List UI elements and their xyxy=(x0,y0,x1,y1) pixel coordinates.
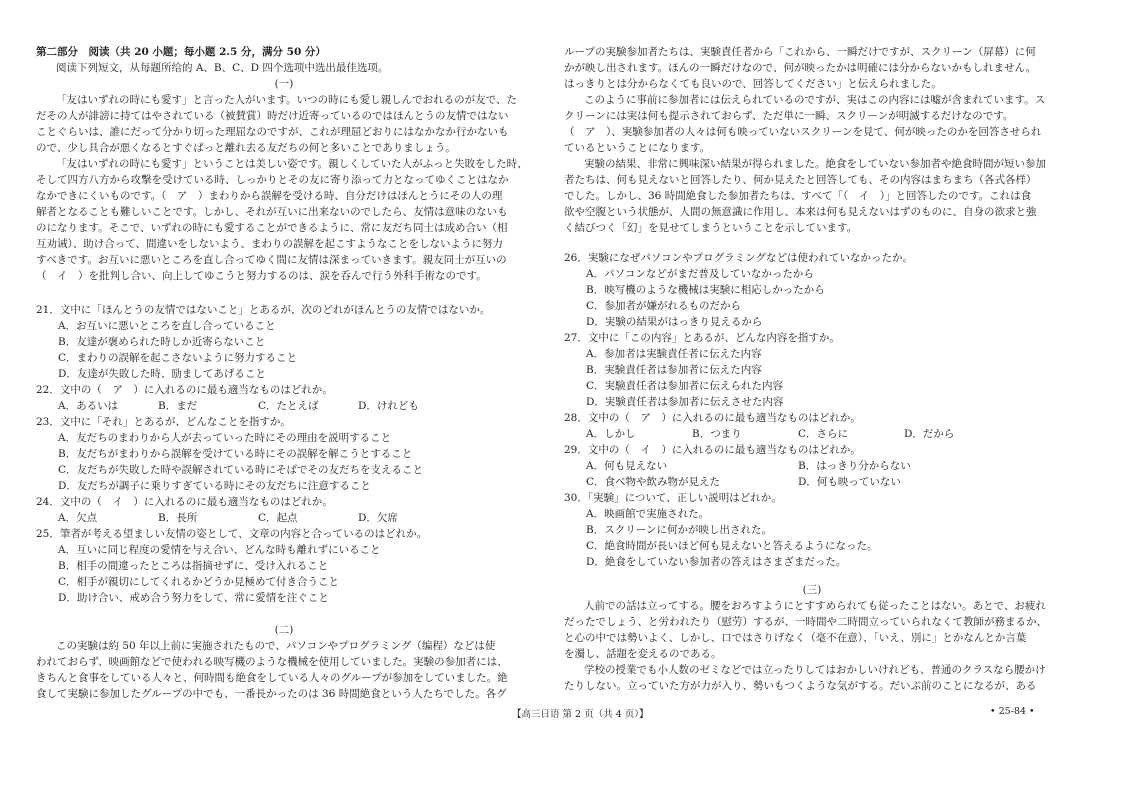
question-22: 22．文中の（ ア ）に入れるのに最も適当なものはどれか。 xyxy=(36,384,333,396)
passage-2-line: 欲や空腹という状態が、人間の無意識に作用し、本来は何も見えないはずのものに、自身の欲求と強 xyxy=(564,206,1037,218)
option-26-a: A．パソコンなどがまだ普及していなかったから xyxy=(586,268,814,280)
question-26: 26．実験になぜパソコンやプログラミングなどは使われていなかったか。 xyxy=(564,252,913,264)
passage-1-line: ことぐらいは、誰にだって分かり切った理屈なのですが、これが理屈どおりにはなかなか行かないも xyxy=(36,126,509,138)
options-29-cd xyxy=(564,474,1060,490)
passage-3-line: たりしない。立っていた方が力が入り、勢いもつくような気がする。だいぶ前のことになるが、ある xyxy=(564,680,1037,692)
option-30-a: A．映画館で実施された。 xyxy=(586,508,710,520)
passage-2-continued xyxy=(564,44,1060,236)
passage-1-line: そして四方八方から攻撃を受けている時、しっかりとその友に寄り添って力となってゆくことはなか xyxy=(36,174,509,186)
option-26-d: D．実験の結果がはっきり見えるから xyxy=(586,316,763,328)
passage-2-line: でした。しかし、36 時間絶食した参加者たちは、すべて「（ イ ）」と回答したのです。これは食 xyxy=(564,190,1032,202)
passage-2-line: （ ア ）、実験参加者の人々は何も映っていないスクリーンを見て、何が映ったのかを回答させられ xyxy=(564,126,1042,138)
option-21-a: A．お互いに悪いところを直し合っていること xyxy=(58,320,276,332)
passage-2-line: 実験の結果、非常に興味深い結果が得られました。絶食をしていない参加者や絶食時間が短い参加 xyxy=(584,158,1046,170)
section-header xyxy=(36,44,532,76)
option-28-c: C．さらに xyxy=(798,428,849,440)
passage-1-line: 「友はいずれの時にも愛す」ということは美しい姿です。親しくしていた人がふっと失敗をした時、 xyxy=(56,158,528,170)
passage-2-line: クリーンには実は何も提示されておらず、ただ単に一瞬、スクリーンが明滅するだけなのです。 xyxy=(564,110,1014,122)
passage-2-line: ているということになります。 xyxy=(564,142,711,154)
option-27-c: C．実験責任者は参加者に伝えられた内容 xyxy=(586,380,784,392)
option-24-d: D．欠席 xyxy=(358,512,398,524)
passage-2-line: きちんと食事をしている人々と、何時間も絶食をしている人々のグループが参加をしていました。絶 xyxy=(36,672,508,684)
option-30-c: C．絶食時間が長いほど何も見えないと答えるようになった。 xyxy=(586,540,878,552)
question-25: 25．筆者が考える望ましい友情の姿として、文章の内容と合っているのはどれか。 xyxy=(36,528,428,540)
passage-2-line: われておらず、映画館などで使われる映写機のような機械を使用していました。実験の参加者には、 xyxy=(36,656,508,668)
passage-2-line: はっきりとは分からなくても良いので、回答してください」と伝えられました。 xyxy=(564,78,942,90)
option-21-c: C．まわりの誤解を起こさないように努力すること xyxy=(58,352,298,364)
passage-2-heading: (二) xyxy=(274,624,294,636)
questions-21-25 xyxy=(36,302,532,606)
section-title: 第二部分 阅读（共 20 小题；每小题 2.5 分，满分 50 分） xyxy=(36,46,326,58)
passage-2-line: かが映し出されます。ほんの一瞬だけなので、何が映ったかは明確には分からないかもしれません。 xyxy=(564,62,1037,74)
passage-1-line: だその人が誹謗に持てはやされている（被賛賞）時だけ近寄っているのではほんとうの友情ではない xyxy=(36,110,509,122)
passage-1-line: のになります。そこで、いずれの時にも愛することができるように、常に友だち同士は成め合い（相 xyxy=(36,222,508,234)
option-22-b: B．まだ xyxy=(158,400,198,412)
option-21-d: D．友達が失敗した時、励ましてあげること xyxy=(58,368,266,380)
question-21: 21．文中に「ほんとうの友情ではないこと」とあるが、次のどれがほんとうの友情ではないか。 xyxy=(36,304,491,316)
options-29-ab xyxy=(564,458,1060,474)
question-30: 30．「実験」について、正しい説明はどれか。 xyxy=(564,492,782,504)
option-26-c: C．参加者が嫌がれるものだから xyxy=(586,300,742,312)
option-30-d: D．絶食をしていない参加者の答えはさまざまだった。 xyxy=(586,556,847,568)
option-28-a: A．しかし xyxy=(586,428,636,440)
page-footer: 【高三日语 第 2 页（共 4 页）】 xyxy=(512,709,649,720)
option-28-b: B．つまり xyxy=(692,428,742,440)
exam-code: • 25-84 • xyxy=(990,706,1035,717)
option-25-c: C．相手が親切にしてくれるかどうか見極めて付き合うこと xyxy=(58,576,340,588)
option-25-a: A．互いに同じ程度の愛情を与え合い、どんな時も離れずにいること xyxy=(58,544,381,556)
option-30-b: B．スクリーンに何かが映し出された。 xyxy=(586,524,773,536)
option-24-b: B．長所 xyxy=(158,512,198,524)
passage-1-line: 互劝诫）、助け合って、間違いをしないよう、まわりの誤解を起こすようなことをしないように努力 xyxy=(36,238,504,250)
passage-3-line: と心の中では勢いよく、しかし、口ではさりげなく（毫不在意）、「いえ、別に」とかなんとか言葉 xyxy=(564,632,1027,644)
option-22-d: D．けれども xyxy=(358,400,419,412)
option-29-c: C．食べ物や飲み物が見えた xyxy=(586,476,721,488)
passage-2-start xyxy=(36,622,532,702)
option-27-d: D．実験責任者は参加者に伝えさせた内容 xyxy=(586,396,784,408)
passage-2-line: 者たちは、何も見えないと回答したり、何か見えたと回答しても、その内容はまちまち（各式各样） xyxy=(564,174,1037,186)
option-24-c: C．起点 xyxy=(258,512,298,524)
option-28-d: D．だから xyxy=(904,428,955,440)
question-29: 29．文中の（ イ ）に入れるのに最も適当なものはどれか。 xyxy=(564,444,861,456)
passage-1-heading: (一) xyxy=(274,78,294,90)
passage-1-line: すべきです。お互いに悪いところを直し合ってゆく間に友情は深まっていきます。親友同士が互いの xyxy=(36,254,507,266)
passage-3-line: を濁し、話題を変えるのである。 xyxy=(564,648,722,660)
option-27-a: A．参加者は実験責任者に伝えた内容 xyxy=(586,348,762,360)
option-23-d: D．友だちが調子に乗りすぎている時にその友だちに注意すること xyxy=(58,480,371,492)
question-27: 27．文中に「この内容」とあるが、どんな内容を指すか。 xyxy=(564,332,840,344)
option-25-b: B．相手の間違ったところは指摘せずに、受け入れること xyxy=(58,560,329,572)
passage-3-heading: (三) xyxy=(802,584,822,596)
question-24: 24．文中の（ イ ）に入れるのに最も適当なものはどれか。 xyxy=(36,496,333,508)
passage-3-line: 人前での話は立ってする。腰をおろすようにとすすめられても従ったことはない。あとで、お疲れ xyxy=(584,600,1046,612)
passage-2-line: 食して実験に参加したグループの中でも、一番長かったのは 36 時間絶食という人たちでした。各グ xyxy=(36,688,507,700)
option-22-c: C．たとえば xyxy=(258,400,319,412)
option-27-b: B．実験責任者は参加者に伝えた内容 xyxy=(586,364,762,376)
passage-1-line: ので、少し具合が悪くなるとすぐぱっと離れ去る友だちの何と多いことでありましょう。 xyxy=(36,142,456,154)
options-22 xyxy=(36,398,532,414)
option-23-c: C．友だちが失敗した時や誤解されている時にそばでその友だちを支えること xyxy=(58,464,424,476)
passage-2-line: く結びつく「幻」を見せてしまうということを示しています。 xyxy=(564,222,858,234)
option-21-b: B．友達が褒められた時しか近寄らないこと xyxy=(58,336,266,348)
passage-3 xyxy=(564,582,1060,694)
option-22-a: A．あるいは xyxy=(58,400,119,412)
option-29-a: A．何も見えない xyxy=(586,460,668,472)
option-29-d: D．何も映っていない xyxy=(798,476,901,488)
passage-3-line: 学校の授業でも小人数のゼミなどでは立ったりしてはおかしいけれども、普通のクラスなら腰かけ xyxy=(584,664,1046,676)
questions-26-30 xyxy=(564,250,1060,570)
instruction: 阅读下列短文，从每题所给的 A、B、C、D 四个选项中选出最佳选项。 xyxy=(56,62,389,74)
option-23-b: B．友だちがまわりから誤解を受けている時にその誤解を解こうとすること xyxy=(58,448,413,460)
question-23: 23．文中に「それ」とあるが、どんなことを指すか。 xyxy=(36,416,291,428)
options-24 xyxy=(36,510,532,526)
passage-1-line: 解者となることも難しいことです。しかし、それが互いに出来ないのでしたら、友情は意味のないも xyxy=(36,206,508,218)
passage-2-line: ループの実験参加者たちは、実験責任者から「これから、一瞬だけですが、スクリーン（屏幕）に何 xyxy=(564,46,1036,58)
passage-1-line: なかできにくいものです。（ ア ）まわりから誤解を受ける時、自分だけはほんとうにその人の理 xyxy=(36,190,503,202)
passage-1-line: （ イ ）を批判し合い、向上してゆこうと努力するのは、涙を呑んで行う外科手術なのです。 xyxy=(36,270,487,282)
passage-1 xyxy=(36,76,532,284)
option-29-b: B．はっきり分からない xyxy=(798,460,911,472)
passage-2-line: この実験は約 50 年以上前に実施されたもので、パソコンやプログラミング（编程）などは使 xyxy=(56,640,496,652)
option-26-b: B．映写機のような機械は実験に相応しかったから xyxy=(586,284,825,296)
question-28: 28．文中の（ ア ）に入れるのに最も適当なものはどれか。 xyxy=(564,412,861,424)
options-28 xyxy=(564,426,1060,442)
passage-2-line: このように事前に参加者には伝えられているのですが、実はこの内容には嘘が含まれています。ス xyxy=(584,94,1046,106)
option-25-d: D．助け合い、戒め合う努力をして、常に愛情を注ぐこと xyxy=(58,592,329,604)
option-23-a: A．友だちのまわりから人が去っていった時にその理由を説明すること xyxy=(58,432,392,444)
option-24-a: A．欠点 xyxy=(58,512,98,524)
passage-3-line: だったでしょう、と労われたり（慰劳）するが、一時間や二時間立っていられなくて教師が務まるか、 xyxy=(564,616,1047,628)
passage-1-line: 「友はいずれの時にも愛す」と言った人がいます。いつの時にも愛し親しんでおれるのが友で、た xyxy=(56,94,517,106)
